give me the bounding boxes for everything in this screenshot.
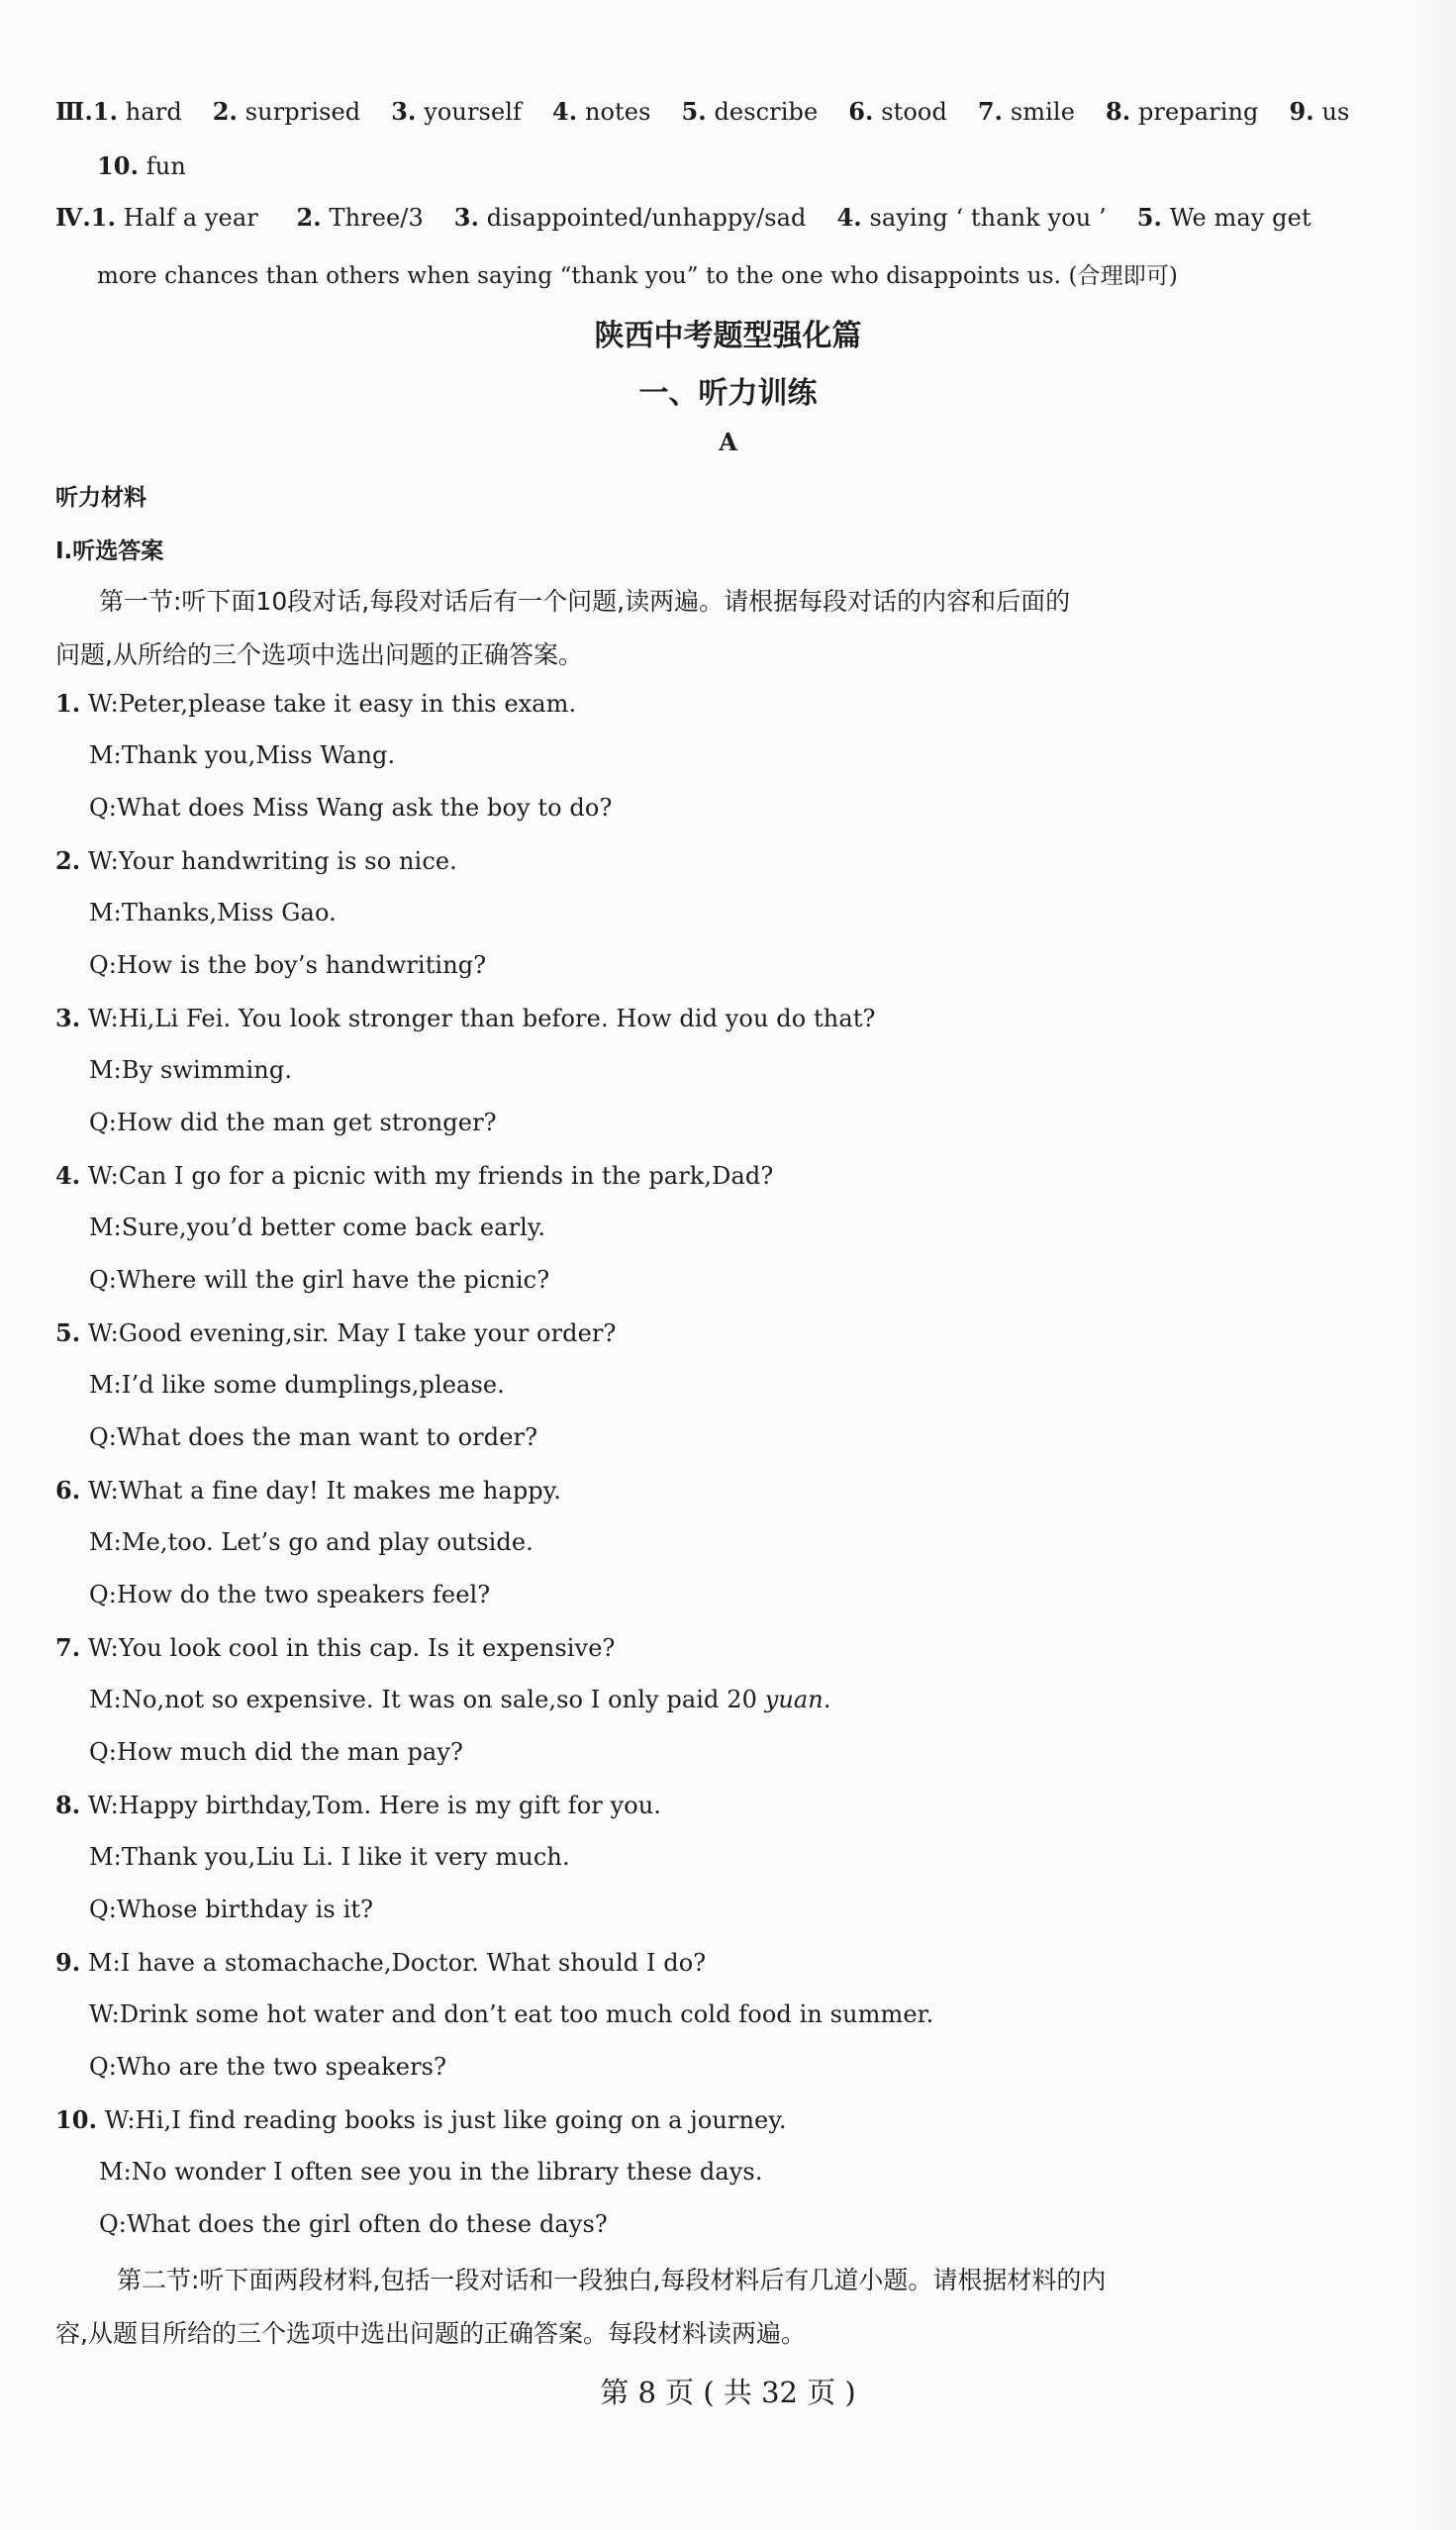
dialogue-text: . <box>823 1686 831 1713</box>
dialogue-line <box>55 1791 661 1819</box>
answer-num: 7. <box>977 97 1004 126</box>
dialogue-number: 8. <box>55 1791 81 1819</box>
dialogue-number: 2. <box>55 846 81 875</box>
dialogue-line: M:Thank you,Miss Wang. <box>89 741 396 769</box>
dialogue-line: M:I’d like some dumplings,please. <box>89 1371 505 1399</box>
answer-text: disappointed/unhappy/sad <box>486 204 807 232</box>
section-subtitle: 一、听力训练 <box>638 376 818 411</box>
dialogue-question: Q:How do the two speakers feel? <box>89 1581 491 1608</box>
dialogue-line: W:Drink some hot water and don’t eat too much cold food in summer. <box>89 2000 934 2028</box>
dialogue-text: W:Can I go for a picnic with my friends in the park,Dad? <box>88 1162 774 1190</box>
dialogue-line <box>55 1004 875 1032</box>
answer-num: 5. <box>681 97 707 126</box>
answer-text: notes <box>584 98 651 126</box>
answer-num: 2. <box>212 97 238 126</box>
section2-intro-line1: 第二节:听下面两段材料,包括一段对话和一段独白,每段材料后有几道小题。请根据材料的内 <box>117 2266 1107 2294</box>
answer-num: 9. <box>1289 97 1314 126</box>
answer-num: 4. <box>836 203 862 232</box>
answer-text: us <box>1321 98 1350 126</box>
answer-text: stood <box>881 98 947 126</box>
answer-num: 8. <box>1105 97 1131 126</box>
answer-num: 1. <box>90 203 117 232</box>
dialogue-line <box>55 846 457 875</box>
dialogue-text: W:Your handwriting is so nice. <box>88 847 457 875</box>
dialogue-text: W:You look cool in this cap. Is it expensive? <box>88 1634 616 1662</box>
dialogue-number: 6. <box>55 1476 81 1505</box>
dialogue-line: M:Me,too. Let’s go and play outside. <box>89 1528 534 1556</box>
dialogue-question: Q:Whose birthday is it? <box>89 1896 374 1923</box>
dialogue-number: 5. <box>55 1318 81 1347</box>
dialogue-line <box>55 2105 787 2134</box>
dialogue-line <box>55 1633 615 1662</box>
dialogue-number: 7. <box>55 1633 81 1662</box>
part-label: A <box>719 428 737 456</box>
answer-text: yourself <box>424 98 523 126</box>
section2-intro-line2: 容,从题目所给的三个选项中选出问题的正确答案。每段材料读两遍。 <box>55 2319 806 2348</box>
dialogue-line <box>55 1476 561 1505</box>
dialogue-text: M:I have a stomachache,Doctor. What should I do? <box>88 1949 707 1977</box>
listening-section-label: Ⅰ.听选答案 <box>55 538 164 564</box>
dialogue-number: 4. <box>55 1161 81 1190</box>
dialogue-question: Q:How did the man get stronger? <box>89 1109 497 1136</box>
dialogue-line <box>55 1161 773 1190</box>
dialogue-question: Q:Who are the two speakers? <box>89 2053 447 2081</box>
answers-section4-line1 <box>55 203 1311 232</box>
material-label: 听力材料 <box>55 485 146 511</box>
answer-text: hard <box>125 98 182 126</box>
dialogue-text: W:Happy birthday,Tom. Here is my gift for you. <box>88 1792 662 1819</box>
answer-text: Three/3 <box>329 204 424 232</box>
dialogue-text: W:Good evening,sir. May I take your order? <box>88 1319 617 1347</box>
answer-num: 6. <box>848 97 874 126</box>
answers-section3-line1 <box>55 97 1349 126</box>
answer-num: 3. <box>453 203 480 232</box>
dialogue-number: 10. <box>55 2105 98 2134</box>
answer-num: 10. <box>97 151 140 180</box>
answer-text: describe <box>714 98 819 126</box>
answer-num: 1. <box>92 97 119 126</box>
section1-intro-line1: 第一节:听下面10段对话,每段对话后有一个问题,读两遍。请根据每段对话的内容和后面的 <box>99 587 1071 616</box>
dialogue-question: Q:How much did the man pay? <box>89 1738 463 1766</box>
section-title: 陕西中考题型强化篇 <box>594 319 862 353</box>
dialogue-line <box>55 1948 706 1977</box>
currency-word: yuan <box>764 1686 824 1713</box>
answer-text: saying ‘ thank you ’ <box>869 204 1107 232</box>
dialogue-line <box>89 1686 831 1713</box>
answers-section3-line2 <box>97 151 186 180</box>
answer-num: 3. <box>391 97 417 126</box>
answer-num: 2. <box>296 203 322 232</box>
dialogue-text: W:Peter,please take it easy in this exam. <box>88 690 577 718</box>
dialogue-question: Q:What does the girl often do these days? <box>99 2210 608 2238</box>
dialogue-number: 3. <box>55 1004 81 1032</box>
answer-text: fun <box>146 152 186 180</box>
dialogue-question: Q:What does the man want to order? <box>89 1423 538 1451</box>
answer-text: Half a year <box>123 204 258 232</box>
answer-text: smile <box>1010 98 1076 126</box>
dialogue-line <box>55 689 576 718</box>
dialogue-line: M:Sure,you’d better come back early. <box>89 1214 546 1241</box>
answer-num: 4. <box>551 97 578 126</box>
dialogue-line: M:Thanks,Miss Gao. <box>89 899 337 926</box>
answer-text: We may get <box>1169 204 1311 232</box>
dialogue-text: M:No,not so expensive. It was on sale,so I only paid 20 <box>89 1686 765 1713</box>
page-footer: 第 8 页 ( 共 32 页 ) <box>600 2376 856 2409</box>
dialogue-question: Q:How is the boy’s handwriting? <box>89 951 487 979</box>
dialogue-line <box>55 1318 616 1347</box>
answer-text: preparing <box>1137 98 1259 126</box>
dialogue-text: W:Hi,I find reading books is just like going on a journey. <box>104 2106 787 2134</box>
dialogue-question: Q:What does Miss Wang ask the boy to do? <box>89 794 613 822</box>
section1-intro-line2: 问题,从所给的三个选项中选出问题的正确答案。 <box>55 640 583 669</box>
answer-text: surprised <box>244 98 361 126</box>
section3-label: Ⅲ. <box>55 97 93 126</box>
dialogue-line: M:Thank you,Liu Li. I like it very much. <box>89 1843 570 1871</box>
dialogue-text: W:What a fine day! It makes me happy. <box>88 1477 561 1505</box>
dialogue-number: 1. <box>55 689 81 718</box>
dialogue-line: M:No wonder I often see you in the library these days. <box>99 2158 763 2186</box>
dialogue-question: Q:Where will the girl have the picnic? <box>89 1266 550 1294</box>
dialogue-line: M:By swimming. <box>89 1056 293 1084</box>
section4-label: Ⅳ. <box>55 203 91 232</box>
answers-section4-line2: more chances than others when saying “thank you” to the one who disappoints us. (合理即可) <box>97 263 1178 289</box>
dialogue-text: W:Hi,Li Fei. You look stronger than before. How did you do that? <box>88 1005 876 1032</box>
dialogue-number: 9. <box>55 1948 81 1977</box>
answer-num: 5. <box>1136 203 1162 232</box>
